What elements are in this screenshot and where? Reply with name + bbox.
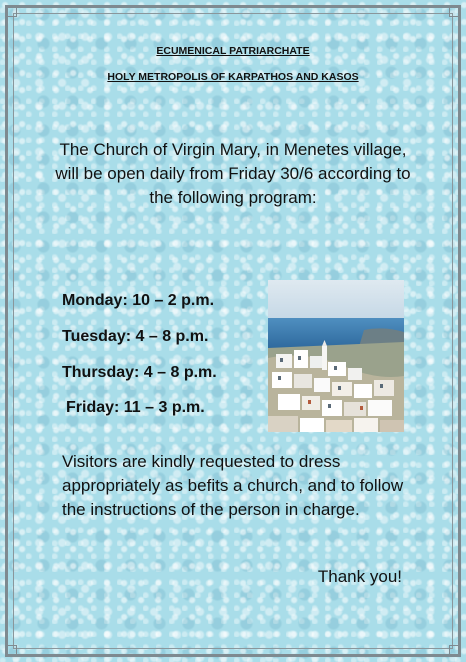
frame-corner — [5, 5, 17, 17]
closing-thanks: Thank you! — [317, 567, 402, 586]
intro-paragraph: The Church of Virgin Mary, in Menetes village, will be open daily from Friday 30/6 according to the following program: — [55, 140, 411, 207]
dress-code-notice: Visitors are kindly requested to dress appropriately as befits a church, and to follow the instructions of the person in charge. — [62, 452, 404, 519]
village-photo-illustration — [268, 280, 404, 432]
frame-corner — [449, 5, 461, 17]
schedule-monday: Monday: 10 – 2 p.m. — [62, 292, 215, 309]
header-patriarchate — [0, 45, 466, 57]
frame-corner — [449, 645, 461, 657]
header-line-2: HOLY METROPOLIS OF KARPATHOS AND KASOS — [107, 71, 359, 83]
header-metropolis — [0, 71, 466, 83]
schedule-tuesday: Tuesday: 4 – 8 p.m. — [62, 328, 209, 345]
village-photo — [268, 280, 404, 432]
schedule-thursday: Thursday: 4 – 8 p.m. — [62, 364, 217, 381]
frame-corner — [5, 645, 17, 657]
header-line-1: ECUMENICAL PATRIARCHATE — [156, 45, 310, 57]
schedule-friday: Friday: 11 – 3 p.m. — [66, 399, 205, 416]
